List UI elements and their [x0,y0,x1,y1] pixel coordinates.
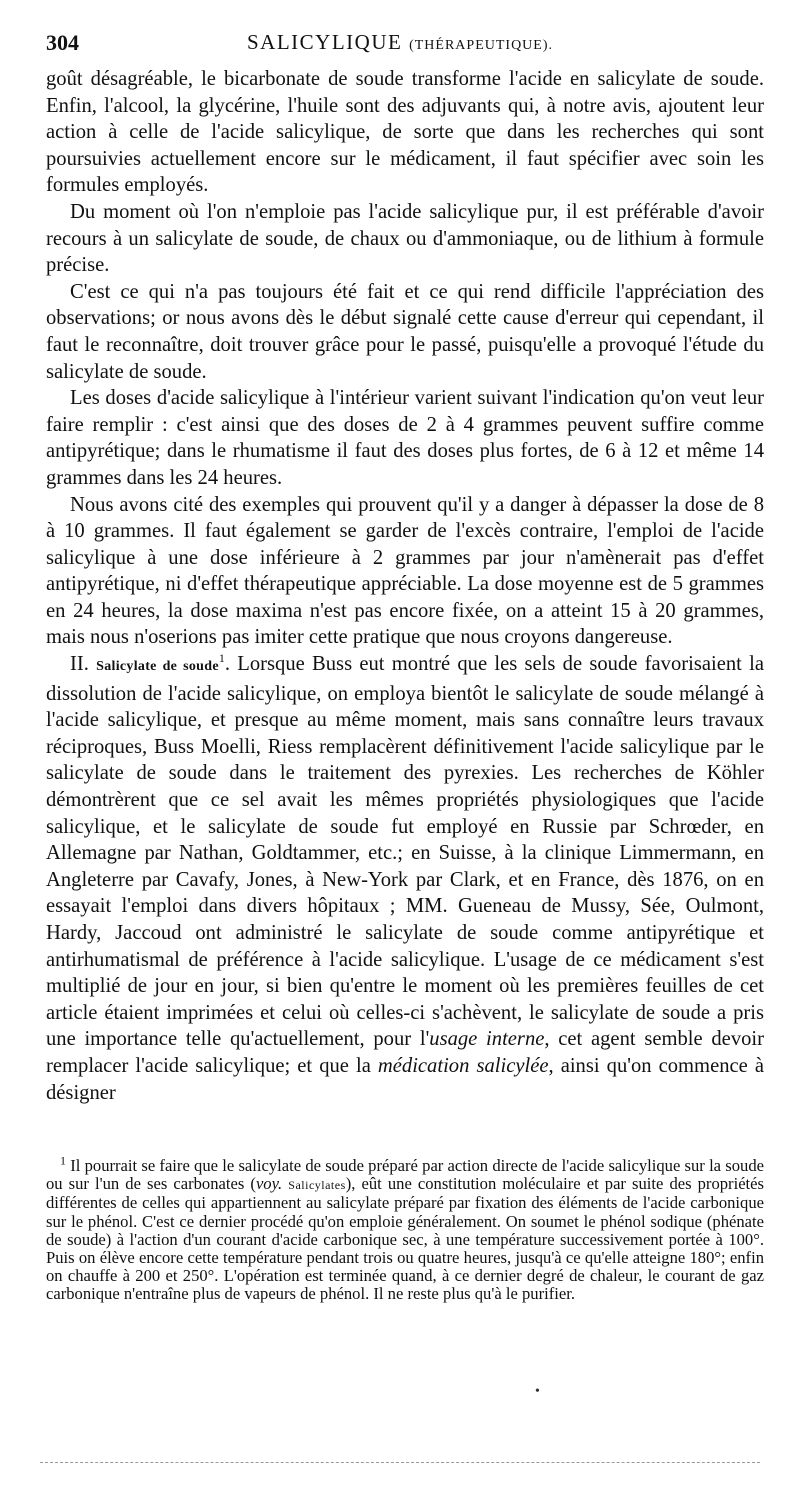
paragraph-3: C'est ce qui n'a pas toujours été fait et ce qui rend difficile l'appréciation des observations; or nous avons dès le début signalé cette cause d'erreur qui cependant, il faut le reconnaître, doit trouver grâce pour le passé, puisqu'elle a provoqué l'étude du salicylate de soude. [46,280,764,383]
paragraph-2: Du moment où l'on n'emploie pas l'acide salicylique pur, il est préférable d'avoir recours à un salicylate de soude, de chaux ou d'ammoniaque, ou de lithium à formule précise. [46,200,764,277]
bottom-rule [40,1462,760,1463]
running-subtitle: (THÉRAPEUTIQUE). [409,38,553,53]
page-number: 304 [46,30,79,55]
paragraph-6-part-b: , cet agent semble devoir remplacer l'acide salicylique; et que la [46,1028,764,1077]
section-number: II. [70,653,89,676]
page-header [46,30,754,60]
running-title: SALICYLIQUE [247,30,403,54]
main-text [46,66,764,1106]
paragraph-6-part-a: . Lorsque Buss eut montré que les sels de soude favorisaient la dissolution de l'acide salicylique, on employa bientôt le salicylate de soude mélangé à l'acide salicylique, et presque au même moment, mais sans connaître leurs travaux réciproques, Buss Moelli, Riess remplacèrent définitivement l'acide salicylique par le salicylate de soude dans le traitement des pyrexies. Les recherches de Köhler démontrèrent que ce sel avait les mêmes propriétés physiologiques que l'acide salicylique, et le salicylate de soude fut employé en Russie par Schrœder, en Allemagne par Nathan, Goldtammer, etc.; en Suisse, à la clinique Limmermann, en Angleterre par Cavafy, Jones, à New-York par Clark, et en France, dès 1876, on en essayait l'emploi dans divers hôpitaux ; MM. Gueneau de Mussy, Sée, Oulmont, Hardy, Jaccoud ont administré le salicylate de soude comme antipyrétique et antirhumatismal de préférence à l'acide salicylique. L'usage de ce médicament s'est multiplié de jour en jour, si bien qu'entre le moment où les premières feuilles de cet article étaient imprimées et celui où celles-ci s'achèvent, le salicylate de soude a pris une importance telle qu'actuellement, pour l' [46,653,764,1051]
paragraph-5: Nous avons cité des exemples qui prouvent qu'il y a danger à dépasser la dose de 8 à 10 grammes. Il faut également se garder de l'excès contraire, l'emploi de l'acide salicylique à une dose inférieure à 2 grammes par jour n'amènerait pas d'effet antipyrétique, ni d'effet thérapeutique appréciable. La dose moyenne est de 5 grammes en 24 heures, la dose maxima n'est pas encore fixée, on a atteint 15 à 20 grammes, mais nous n'oserions pas imiter cette pratique que nous croyons dangereuse. [46,493,764,649]
paragraph-4: Les doses d'acide salicylique à l'intérieur varient suivant l'indication qu'on veut leur faire remplir : c'est ainsi que des doses de 2 à 4 grammes peuvent suffire comme antipyrétique; dans le rhumatisme il faut des doses plus fortes, de 6 à 12 et même 14 grammes dans les 24 heures. [46,387,764,489]
emphasis-usage-interne: usage interne [429,1028,545,1051]
footnote-voy: voy. [255,1174,283,1194]
emphasis-medication-salicylee: médication salicylée [377,1054,549,1077]
paragraph-1: goût désagréable, le bicarbonate de soude transforme l'acide en salicylate de soude. Enfin, l'alcool, la glycérine, l'huile sont des adjuvants qui, à notre avis, ajoutent leur action à celle de l'acide salicylique, de sorte que dans les recherches qui sont poursuivies actuellement encore sur le médicament, il faut spécifier avec soin les formules employés. [46,68,764,197]
footnote-1 [46,1153,764,1304]
running-head [46,30,754,55]
footnote-mark: 1 [60,1153,66,1168]
stray-mark: • [535,1384,540,1399]
footnote-text-a: Il pourrait se faire que le salicylate de soude préparé par action directe de l'acide salicylique sur la soude ou sur l'un de ses carbonates ( [46,1156,764,1194]
paragraph-6-part-c: , ainsi qu'on commence à désigner [46,1054,764,1104]
paragraph-6 [46,651,764,1106]
footnote-reference: 1 [218,651,225,666]
footnote-text-b: ), eût une constitution moléculaire et par suite des propriétés différentes de celles qui appartiennent au salicylate préparé par fixation des éléments de l'acide carbonique sur le phénol. C'est ce dernier procédé qu'on emploie généralement. On soumet le phénol sodique (phénate de soude) à l'action d'un courant d'acide carbonique sec, à une température successivement portée à 100°. Puis on élève encore cette température pendant trois ou quatre heures, jusqu'à ce qu'elle atteigne 180°; enfin on chauffe à 200 et 250°. L'opération est terminée quand, à ce dernier degré de chaleur, le courant de gaz carbonique n'entraîne plus de vapeurs de phénol. Il ne reste plus qu'à le purifier. [46,1174,764,1304]
section-heading: Salicylate de soude [96,659,219,675]
footnote-cross-reference: Salicylates [288,1178,346,1193]
footnotes [46,1153,764,1304]
